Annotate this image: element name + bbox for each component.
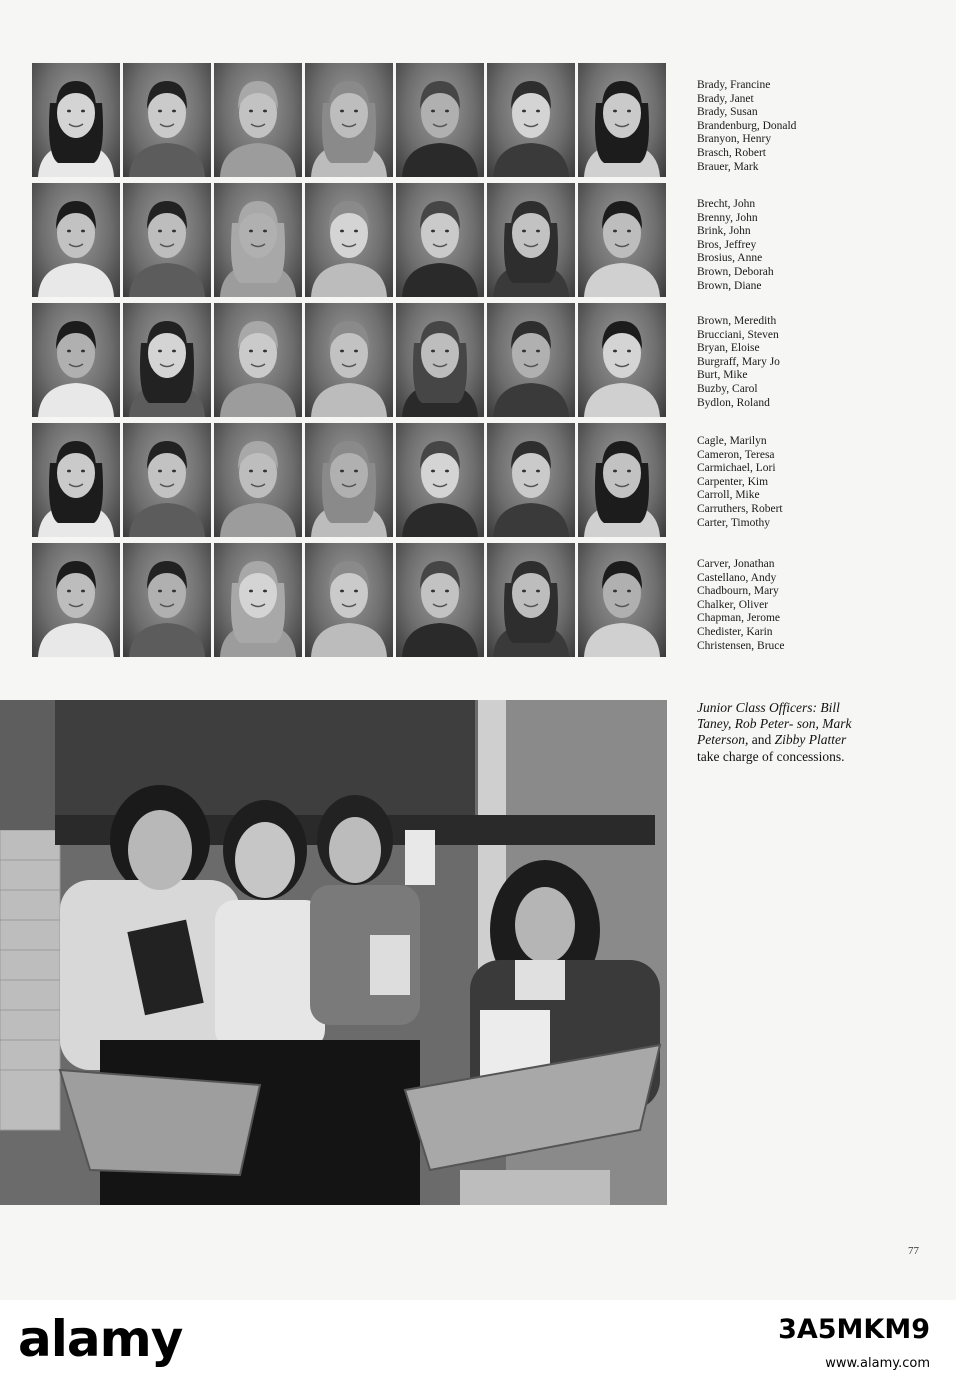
page-number: 77: [908, 1245, 919, 1257]
student-name: Branyon, Henry: [697, 133, 772, 146]
name-list: [697, 435, 937, 530]
photo-caption: [697, 700, 872, 765]
student-name: Carmichael, Lori: [697, 462, 776, 475]
student-portrait: [305, 63, 393, 177]
student-name: Carroll, Mike: [697, 489, 760, 502]
caption-activity: take charge of concessions.: [697, 748, 845, 764]
student-portrait: [32, 543, 120, 657]
student-name: Brauer, Mark: [697, 160, 759, 173]
student-name: Christensen, Bruce: [697, 639, 785, 652]
student-portrait: [214, 423, 302, 537]
student-portrait: [305, 543, 393, 657]
student-portrait: [578, 63, 666, 177]
student-portrait: [123, 543, 211, 657]
student-name: Buzby, Carol: [697, 382, 758, 395]
student-name: Cameron, Teresa: [697, 448, 775, 461]
student-portrait: [32, 183, 120, 297]
student-name: Burgraff, Mary Jo: [697, 355, 780, 368]
student-portrait: [214, 63, 302, 177]
student-name: Carver, Jonathan: [697, 558, 775, 570]
watermark-url: www.alamy.com: [825, 1356, 930, 1371]
student-portrait: [396, 543, 484, 657]
student-portrait: [305, 303, 393, 417]
student-name: Cagle, Marilyn: [697, 435, 767, 447]
student-portrait: [578, 543, 666, 657]
student-portrait: [214, 543, 302, 657]
watermark-logo: alamy: [18, 1310, 183, 1368]
student-portrait: [487, 183, 575, 297]
student-name: Chalker, Oliver: [697, 598, 769, 611]
student-portrait: [123, 63, 211, 177]
student-portrait: [396, 183, 484, 297]
student-name: Castellano, Andy: [697, 571, 777, 584]
student-name: Brucciani, Steven: [697, 328, 779, 341]
student-name: Bryan, Eloise: [697, 342, 760, 355]
student-name: Carruthers, Robert: [697, 502, 783, 515]
student-name: Brecht, John: [697, 198, 756, 210]
student-portrait: [487, 423, 575, 537]
student-portrait: [487, 543, 575, 657]
student-portrait: [123, 303, 211, 417]
student-portrait: [305, 183, 393, 297]
student-name: Brady, Susan: [697, 106, 758, 119]
student-portrait: [487, 63, 575, 177]
student-name: Brink, John: [697, 225, 751, 238]
student-portrait: [214, 183, 302, 297]
student-portrait: [396, 423, 484, 537]
name-list: [697, 558, 937, 653]
student-name: Chapman, Jerome: [697, 612, 781, 625]
name-list: [697, 79, 937, 174]
name-list: [697, 315, 937, 410]
student-portrait: [305, 423, 393, 537]
student-portrait: [396, 63, 484, 177]
student-portrait: [487, 303, 575, 417]
student-name: Carpenter, Kim: [697, 475, 769, 488]
student-portrait: [123, 423, 211, 537]
stock-watermark-bar: [0, 1300, 956, 1390]
student-name: Bros, Jeffrey: [697, 238, 757, 251]
name-list: [697, 198, 937, 293]
student-portrait: [32, 303, 120, 417]
student-name: Chedister, Karin: [697, 625, 773, 638]
class-officers-photo: [0, 700, 667, 1205]
student-name: Chadbourn, Mary: [697, 585, 779, 598]
student-name: Brandenburg, Donald: [697, 119, 797, 132]
caption-and: and: [748, 732, 775, 748]
portrait-grid: [32, 63, 666, 657]
student-name: Brosius, Anne: [697, 252, 763, 265]
student-portrait: [578, 423, 666, 537]
student-name: Brady, Janet: [697, 92, 754, 105]
student-portrait: [578, 303, 666, 417]
student-name: Brasch, Robert: [697, 146, 766, 159]
student-portrait: [396, 303, 484, 417]
student-name: Carter, Timothy: [697, 516, 771, 529]
student-name: Bydlon, Roland: [697, 396, 770, 409]
caption-officers-names: Junior Class Officers: Bill Taney, Rob Peter- son, Mark Peterson,: [697, 700, 852, 748]
student-name: Brady, Francine: [697, 79, 771, 91]
student-portrait: [32, 63, 120, 177]
student-name: Brown, Meredith: [697, 315, 777, 327]
student-name: Brown, Deborah: [697, 265, 774, 278]
watermark-image-id: 3A5MKM9: [778, 1314, 930, 1345]
caption-last-officer: Zibby Platter: [774, 732, 847, 748]
student-name: Brenny, John: [697, 211, 758, 224]
student-portrait: [578, 183, 666, 297]
student-portrait: [214, 303, 302, 417]
student-name: Brown, Diane: [697, 279, 762, 292]
student-portrait: [32, 423, 120, 537]
student-portrait: [123, 183, 211, 297]
student-name: Burt, Mike: [697, 369, 748, 382]
